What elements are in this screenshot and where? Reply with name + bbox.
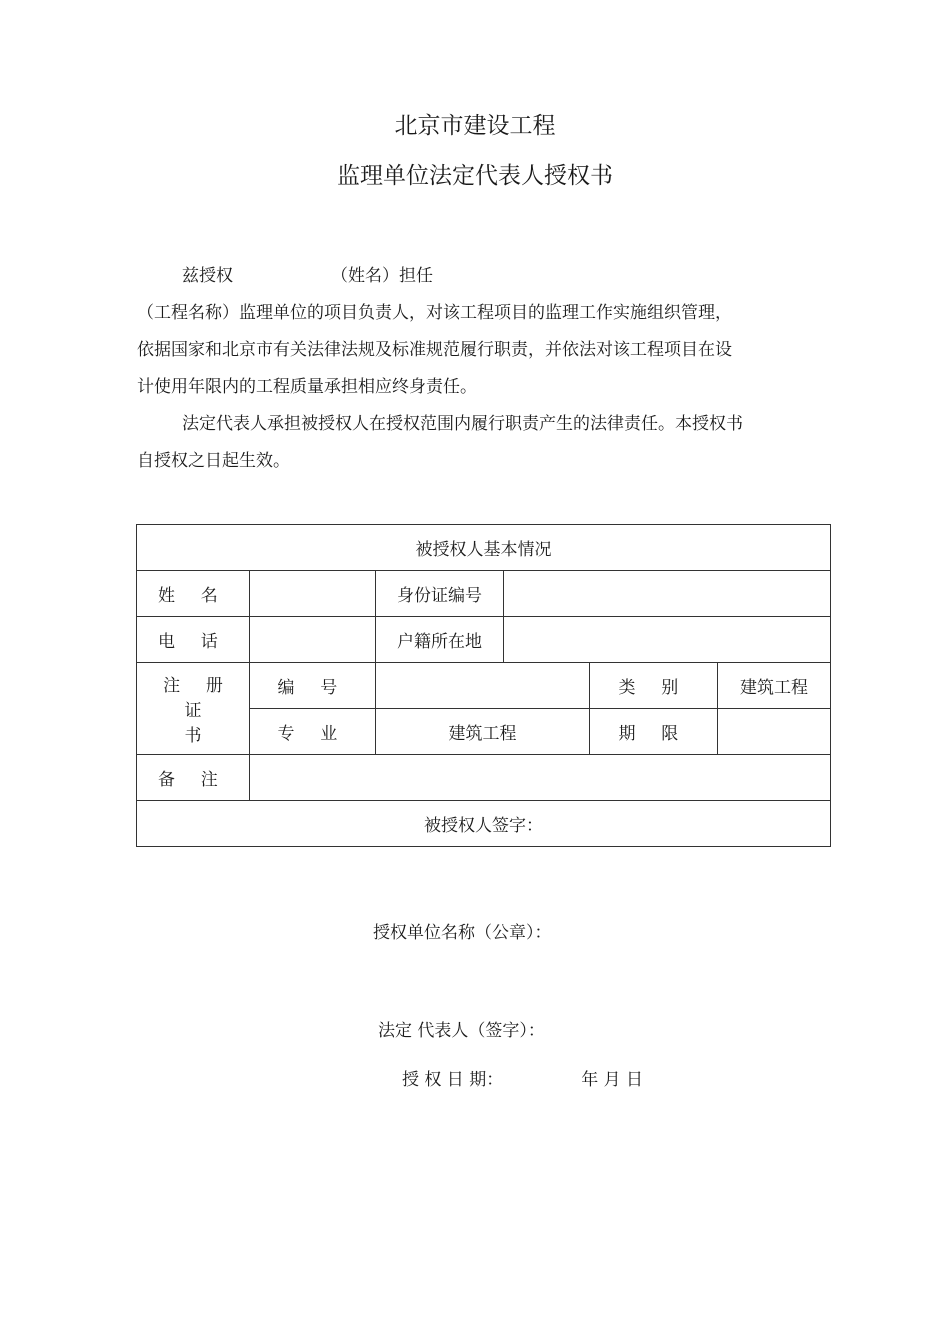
table-header: 被授权人基本情况 (137, 525, 831, 571)
liability-paragraph (137, 406, 827, 480)
date-ymd: 年 月 日 (581, 1070, 644, 1090)
phone-value[interactable] (250, 617, 376, 663)
term-label: 期 限 (590, 709, 718, 755)
phone-label: 电 话 (137, 617, 250, 663)
signature-row[interactable]: 被授权人签字： (137, 801, 831, 847)
major-value[interactable]: 建筑工程 (376, 709, 590, 755)
authorized-person-table (136, 524, 831, 847)
hukou-label: 户籍所在地 (376, 617, 504, 663)
authorization-lead: 兹授权 (182, 266, 233, 286)
id-number-value[interactable] (504, 571, 831, 617)
remark-label: 备 注 (137, 755, 250, 801)
legal-representative-signature: 法定 代表人（签字）： (378, 1021, 545, 1041)
term-value[interactable] (718, 709, 831, 755)
authorizing-unit-seal: 授权单位名称（公章）： (373, 923, 552, 943)
date-label: 授 权 日 期： (402, 1070, 504, 1090)
liability-line2: 自授权之日起生效。 (137, 451, 290, 471)
liability-line1: 法定代表人承担被授权人在授权范围内履行职责产生的法律责任。本授权书 (182, 414, 743, 434)
category-value[interactable]: 建筑工程 (718, 663, 831, 709)
authorization-line3: 依据国家和北京市有关法律法规及标准规范履行职责，并依法对该工程项目在设 (137, 340, 732, 360)
category-label: 类 别 (590, 663, 718, 709)
name-cell-label: 姓 名 (137, 571, 250, 617)
authorization-paragraph (137, 258, 827, 406)
hukou-value[interactable] (504, 617, 831, 663)
name-label: （姓名）担任 (331, 266, 433, 286)
cert-number-label: 编 号 (250, 663, 376, 709)
major-label: 专 业 (250, 709, 376, 755)
document-title-line2: 监理单位法定代表人授权书 (337, 163, 613, 189)
remark-value[interactable] (250, 755, 831, 801)
authorization-line4: 计使用年限内的工程质量承担相应终身责任。 (137, 377, 477, 397)
authorization-date (402, 1068, 643, 1092)
registration-cert-label-line2: 书 (184, 726, 202, 746)
registration-cert-label-line1: 注 册 证 (163, 676, 234, 721)
id-number-label: 身份证编号 (376, 571, 504, 617)
name-cell-value[interactable] (250, 571, 376, 617)
authorization-line2: （工程名称）监理单位的项目负责人，对该工程项目的监理工作实施组织管理， (137, 303, 732, 323)
document-title-line1: 北京市建设工程 (394, 113, 556, 139)
cert-number-value[interactable] (376, 663, 590, 709)
registration-cert-label (137, 663, 250, 755)
